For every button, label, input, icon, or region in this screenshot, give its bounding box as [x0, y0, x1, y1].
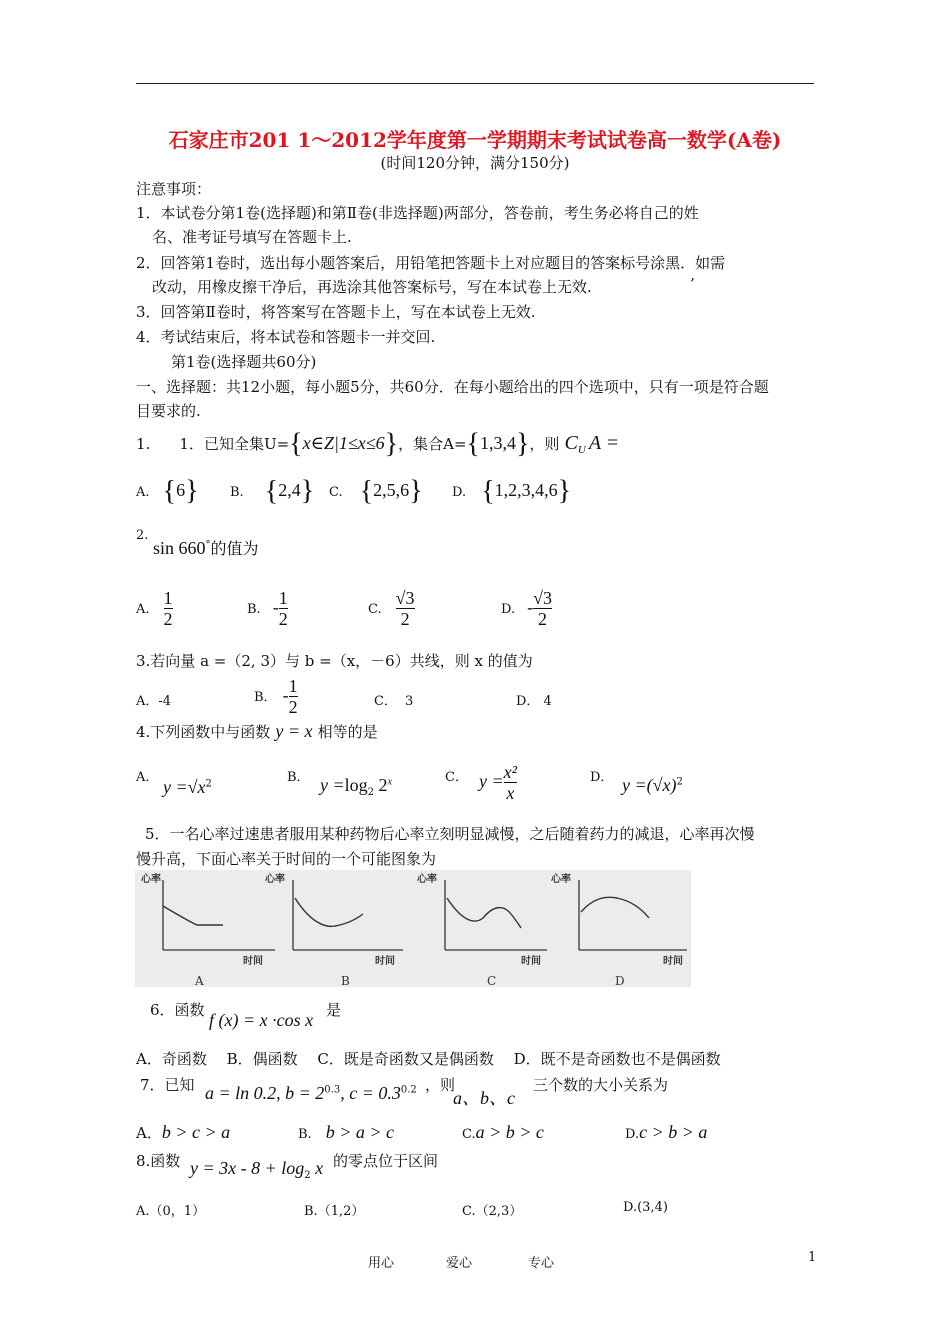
q3-option-b-frac	[289, 676, 298, 717]
q7-text-b: ，则	[425, 1076, 456, 1094]
q1-text-b: ，集合A=	[398, 435, 467, 453]
q7-option-b	[298, 1122, 394, 1143]
q2-expr: sin 660	[153, 538, 206, 558]
footer-motto-2: 爱心	[446, 1256, 473, 1271]
q7-expr-2: , c = 0.3	[340, 1083, 401, 1103]
q7-option-c	[462, 1122, 544, 1143]
q3-option-d-label: D．	[516, 694, 540, 709]
notice-item-4: 4．考试结束后，将本试卷和答题卡一并交回.	[136, 328, 436, 346]
q1-number: 1.	[136, 435, 151, 453]
q2-option-a-num: 1	[163, 588, 173, 608]
notice-heading: 注意事项：	[136, 180, 212, 198]
q3-option-c-label: C．	[374, 694, 397, 709]
q3-option-b-den: 2	[288, 697, 298, 717]
question-1	[136, 428, 620, 460]
q3-option-b-num: 1	[288, 676, 298, 696]
q1-option-d-label: D.	[452, 485, 467, 500]
q2-option-b-label: B.	[247, 602, 261, 617]
q2-option-c-num: √3	[395, 588, 415, 608]
q4-option-d-sup: 2	[676, 776, 683, 788]
q1-brace-close-2: }	[515, 428, 530, 460]
q4-text-a: 4.下列函数中与函数	[136, 723, 271, 741]
q1-option-a-brace: {	[162, 475, 177, 507]
q1-text-a: 1．已知全集U=	[179, 435, 290, 453]
notice-item-3: 3．回答第Ⅱ卷时，将答案写在答题卡上，写在本试卷上无效.	[136, 303, 536, 321]
q4-option-b-label: B．	[287, 770, 310, 785]
q4-option-c-lhs: y =	[479, 771, 504, 791]
page-subtitle: (时间120分钟，满分150分)	[380, 154, 570, 172]
q1-option-c	[329, 475, 423, 507]
q1-option-b-brace-close: }	[300, 475, 315, 507]
q8-expr	[190, 1158, 323, 1181]
notice-item-1-cont: 名、准考证号填写在答题卡上.	[152, 228, 352, 246]
graph-b-xlabel: 时间	[375, 956, 395, 967]
q1-set-u: x∈Z|1≤x≤6	[302, 433, 385, 453]
q1-option-c-value: 2,5,6	[373, 480, 410, 500]
q8-option-d-label: D.	[623, 1200, 638, 1215]
q4-expr: y = x	[275, 721, 313, 741]
graph-c	[417, 872, 547, 987]
q4-option-c-label: C．	[445, 770, 468, 785]
q6-text-b: 是	[326, 1001, 342, 1019]
q3-option-d	[516, 690, 552, 709]
graph-d-label: D	[615, 974, 625, 987]
q3-option-b	[254, 676, 298, 717]
q2-option-a	[136, 588, 173, 629]
q1-expr-sub: U	[577, 444, 586, 457]
q3-option-c-value: 3	[404, 694, 414, 709]
notice-item-1: 1．本试卷分第1卷(选择题)和第Ⅱ卷(非选择题)两部分，答卷前，考生务必将自己的姓	[136, 204, 699, 222]
q8-option-b	[304, 1200, 364, 1219]
q3-text: 3.若向量 a =（2, 3）与 b =（x，－6）共线，则 x 的值为	[136, 652, 533, 670]
q7-text-a: 7．已知	[140, 1076, 195, 1094]
q4-option-c	[479, 762, 517, 803]
q1-brace-open-2: {	[466, 428, 480, 460]
q8-option-b-value: （1,2）	[317, 1204, 365, 1219]
q2-option-c-den: 2	[400, 609, 410, 629]
page-title: 石家庄市201 1～2012学年度第一学期期末考试试卷高一数学(A卷)	[168, 128, 782, 152]
q2-option-d-num: √3	[533, 588, 552, 608]
q4-option-b-sup: x	[387, 776, 392, 788]
section-title: 第1卷(选择题共60分)	[171, 353, 317, 371]
q3-option-a-value: -4	[158, 694, 172, 709]
q7-option-b-value: b > a > c	[325, 1122, 394, 1142]
graph-b-curve	[295, 898, 363, 926]
q1-option-a	[136, 475, 199, 507]
q3-option-b-label: B．	[254, 690, 277, 705]
graph-c-curve	[447, 898, 521, 928]
q5-graphs-panel	[135, 870, 691, 987]
q2-degree: °	[205, 539, 211, 551]
q8-option-b-label: B.	[304, 1204, 318, 1219]
q3-option-a-label: A．	[136, 694, 159, 709]
q1-option-b	[230, 475, 315, 507]
q8-option-a-value: （0，1）	[149, 1204, 206, 1219]
q1-option-a-brace-close: }	[185, 475, 199, 507]
question-4	[136, 721, 378, 742]
q8-option-c-value: （2,3）	[475, 1204, 523, 1219]
q2-option-b-frac	[279, 588, 288, 629]
q1-option-c-brace-close: }	[409, 475, 423, 507]
q4-option-b	[320, 775, 392, 798]
graph-d-xlabel: 时间	[663, 956, 683, 967]
graph-a	[141, 872, 275, 987]
q2-option-d-frac	[533, 588, 552, 629]
q8-option-c	[462, 1200, 522, 1219]
q1-option-b-label: B.	[230, 485, 244, 500]
notice-item-2: 2．回答第1卷时，选出每小题答案后，用铅笔把答题卡上对应题目的答案标号涂黑．如需	[136, 254, 726, 272]
q4-option-d-body: (√x)	[646, 775, 677, 795]
q4-option-d	[622, 775, 683, 796]
q2-option-d-label: D.	[501, 602, 516, 617]
q3-option-a	[136, 690, 171, 709]
graph-b-ylabel: 心率	[265, 874, 285, 885]
q4-text-b: 相等的是	[317, 723, 378, 741]
q1-option-d-brace: {	[481, 475, 495, 507]
graph-a-xlabel: 时间	[243, 956, 263, 967]
notice-item-2-cont: 改动，用橡皮擦干净后，再选涂其他答案标号，写在本试卷上无效.	[152, 278, 592, 296]
q2-option-d-den: 2	[538, 609, 548, 629]
q4-option-d-label: D．	[590, 770, 614, 785]
q8-option-c-label: C.	[462, 1204, 476, 1219]
q1-option-d-value: 1,2,3,4,6	[494, 480, 558, 500]
footer-motto-3: 专心	[528, 1256, 555, 1271]
section-intro-2: 目要求的.	[136, 402, 201, 420]
q8-expr-main: y = 3x - 8 + log	[190, 1158, 305, 1178]
q4-option-a-label: A．	[136, 770, 159, 785]
graph-c-xlabel: 时间	[521, 956, 541, 967]
q7-exp1: 0.3	[324, 1084, 341, 1096]
q7-option-c-label: C.	[462, 1127, 476, 1142]
graph-b-label: B	[341, 974, 350, 987]
footer-motto-1: 用心	[368, 1256, 395, 1271]
q1-option-b-brace: {	[264, 475, 279, 507]
q8-option-a	[136, 1200, 205, 1219]
q7-vars: a、b、c	[453, 1088, 515, 1108]
q4-option-c-den: x	[506, 783, 515, 803]
q1-option-d	[452, 475, 572, 507]
q2-option-a-den: 2	[163, 609, 173, 629]
graph-d-ylabel: 心率	[551, 874, 571, 885]
q3-option-b-sign: -	[282, 685, 289, 705]
q7-expr	[205, 1083, 417, 1104]
q2-option-b-sign: -	[272, 597, 279, 617]
q7-option-b-label: B.	[298, 1127, 312, 1142]
q7-option-a-label: A．	[136, 1124, 162, 1142]
q4-option-b-body: log	[344, 775, 368, 795]
q5-line-2: 慢升高，下面心率关于时间的一个可能图象为	[136, 850, 437, 868]
top-rule	[136, 83, 814, 84]
q8-option-a-label: A.	[136, 1204, 150, 1219]
q2-option-c	[368, 588, 415, 629]
q1-option-b-value: 2,4	[278, 480, 301, 500]
q1-expr-tail: A =	[588, 432, 620, 454]
q2-option-d	[501, 588, 552, 629]
q7-option-d-value: c > b > a	[639, 1122, 708, 1142]
graph-b	[265, 872, 403, 987]
q2-option-c-label: C.	[368, 602, 382, 617]
q7-option-a-value: b > c > a	[161, 1122, 231, 1142]
q8-text-b: 的零点位于区间	[333, 1152, 439, 1170]
q1-option-a-value: 6	[176, 480, 186, 500]
graph-d	[551, 872, 687, 987]
q2-option-b-den: 2	[278, 609, 288, 629]
q1-option-c-brace: {	[359, 475, 374, 507]
graph-a-label: A	[195, 974, 204, 987]
q8-option-d	[623, 1200, 668, 1215]
q2-option-a-frac	[164, 588, 173, 629]
q8-expr-tail: x	[310, 1158, 324, 1178]
q5-line-1: 5．一名心率过速患者服用某种药物后心率立刻明显减慢，之后随着药力的减退，心率再次慢	[145, 825, 755, 843]
q2-option-b	[247, 588, 288, 629]
q2-number: 2.	[136, 528, 149, 543]
q1-option-a-label: A.	[136, 485, 150, 500]
q8-text-a: 8.函数	[136, 1152, 181, 1170]
q5-graphs-svg	[135, 870, 691, 987]
graph-a-ylabel: 心率	[141, 874, 161, 885]
q4-option-b-tail: 2	[374, 775, 388, 795]
graph-d-curve	[581, 897, 649, 918]
q2-option-d-sign: -	[527, 597, 534, 617]
stray-mark: ’	[690, 275, 695, 293]
q2-option-a-label: A.	[136, 602, 150, 617]
q1-set-a: 1,3,4	[479, 433, 516, 453]
q7-exp2: 0.2	[400, 1084, 417, 1096]
q4-option-a-sup: 2	[205, 778, 212, 790]
q2-text: 的值为	[210, 539, 259, 558]
q3-option-c	[374, 690, 413, 709]
q4-option-a-body: √x	[187, 777, 206, 797]
q8-option-d-value: (3,4)	[637, 1200, 668, 1215]
page-number: 1	[808, 1250, 817, 1265]
q7-option-c-value: a > b > c	[475, 1122, 544, 1142]
q1-brace-close: }	[384, 428, 399, 460]
q1-brace-open: {	[289, 428, 303, 460]
q7-expr-main: a = ln 0.2, b = 2	[205, 1083, 325, 1103]
section-intro-1: 一、选择题：共12小题，每小题5分，共60分．在每小题给出的四个选项中，只有一项是符合题	[136, 378, 769, 396]
q4-option-a	[163, 777, 212, 798]
q7-option-d-label: D.	[625, 1127, 640, 1142]
q4-option-b-sub: 2	[367, 787, 375, 799]
q8-sub: 2	[304, 1170, 311, 1182]
q1-text-c: ，则	[529, 435, 560, 453]
graph-c-label: C	[487, 974, 497, 987]
q1-option-c-label: C.	[329, 485, 343, 500]
q6-expr: f (x) = x ·cos x	[209, 1010, 314, 1030]
q4-option-c-num: x²	[503, 762, 518, 782]
q7-option-d	[625, 1122, 707, 1143]
q6-options: A．奇函数 B．偶函数 C．既是奇函数又是偶函数 D．既不是奇函数也不是偶函数	[136, 1050, 721, 1068]
q1-expr: C	[564, 432, 578, 454]
q7-text-c: 三个数的大小关系为	[533, 1076, 669, 1094]
q3-option-d-value: 4	[543, 694, 552, 709]
q6-text-a: 6．函数	[150, 1001, 205, 1019]
q4-option-d-lhs: y =	[622, 775, 647, 795]
q1-option-d-brace-close: }	[557, 475, 572, 507]
q2-option-b-num: 1	[278, 588, 288, 608]
q4-option-c-frac	[504, 762, 517, 803]
graph-a-curve	[163, 906, 223, 925]
q4-option-b-lhs: y =	[320, 775, 345, 795]
question-2	[153, 538, 259, 559]
graph-c-ylabel: 心率	[417, 874, 437, 885]
q4-option-a-lhs: y =	[163, 777, 188, 797]
q2-option-c-frac	[396, 588, 415, 629]
q7-option-a	[136, 1122, 230, 1143]
